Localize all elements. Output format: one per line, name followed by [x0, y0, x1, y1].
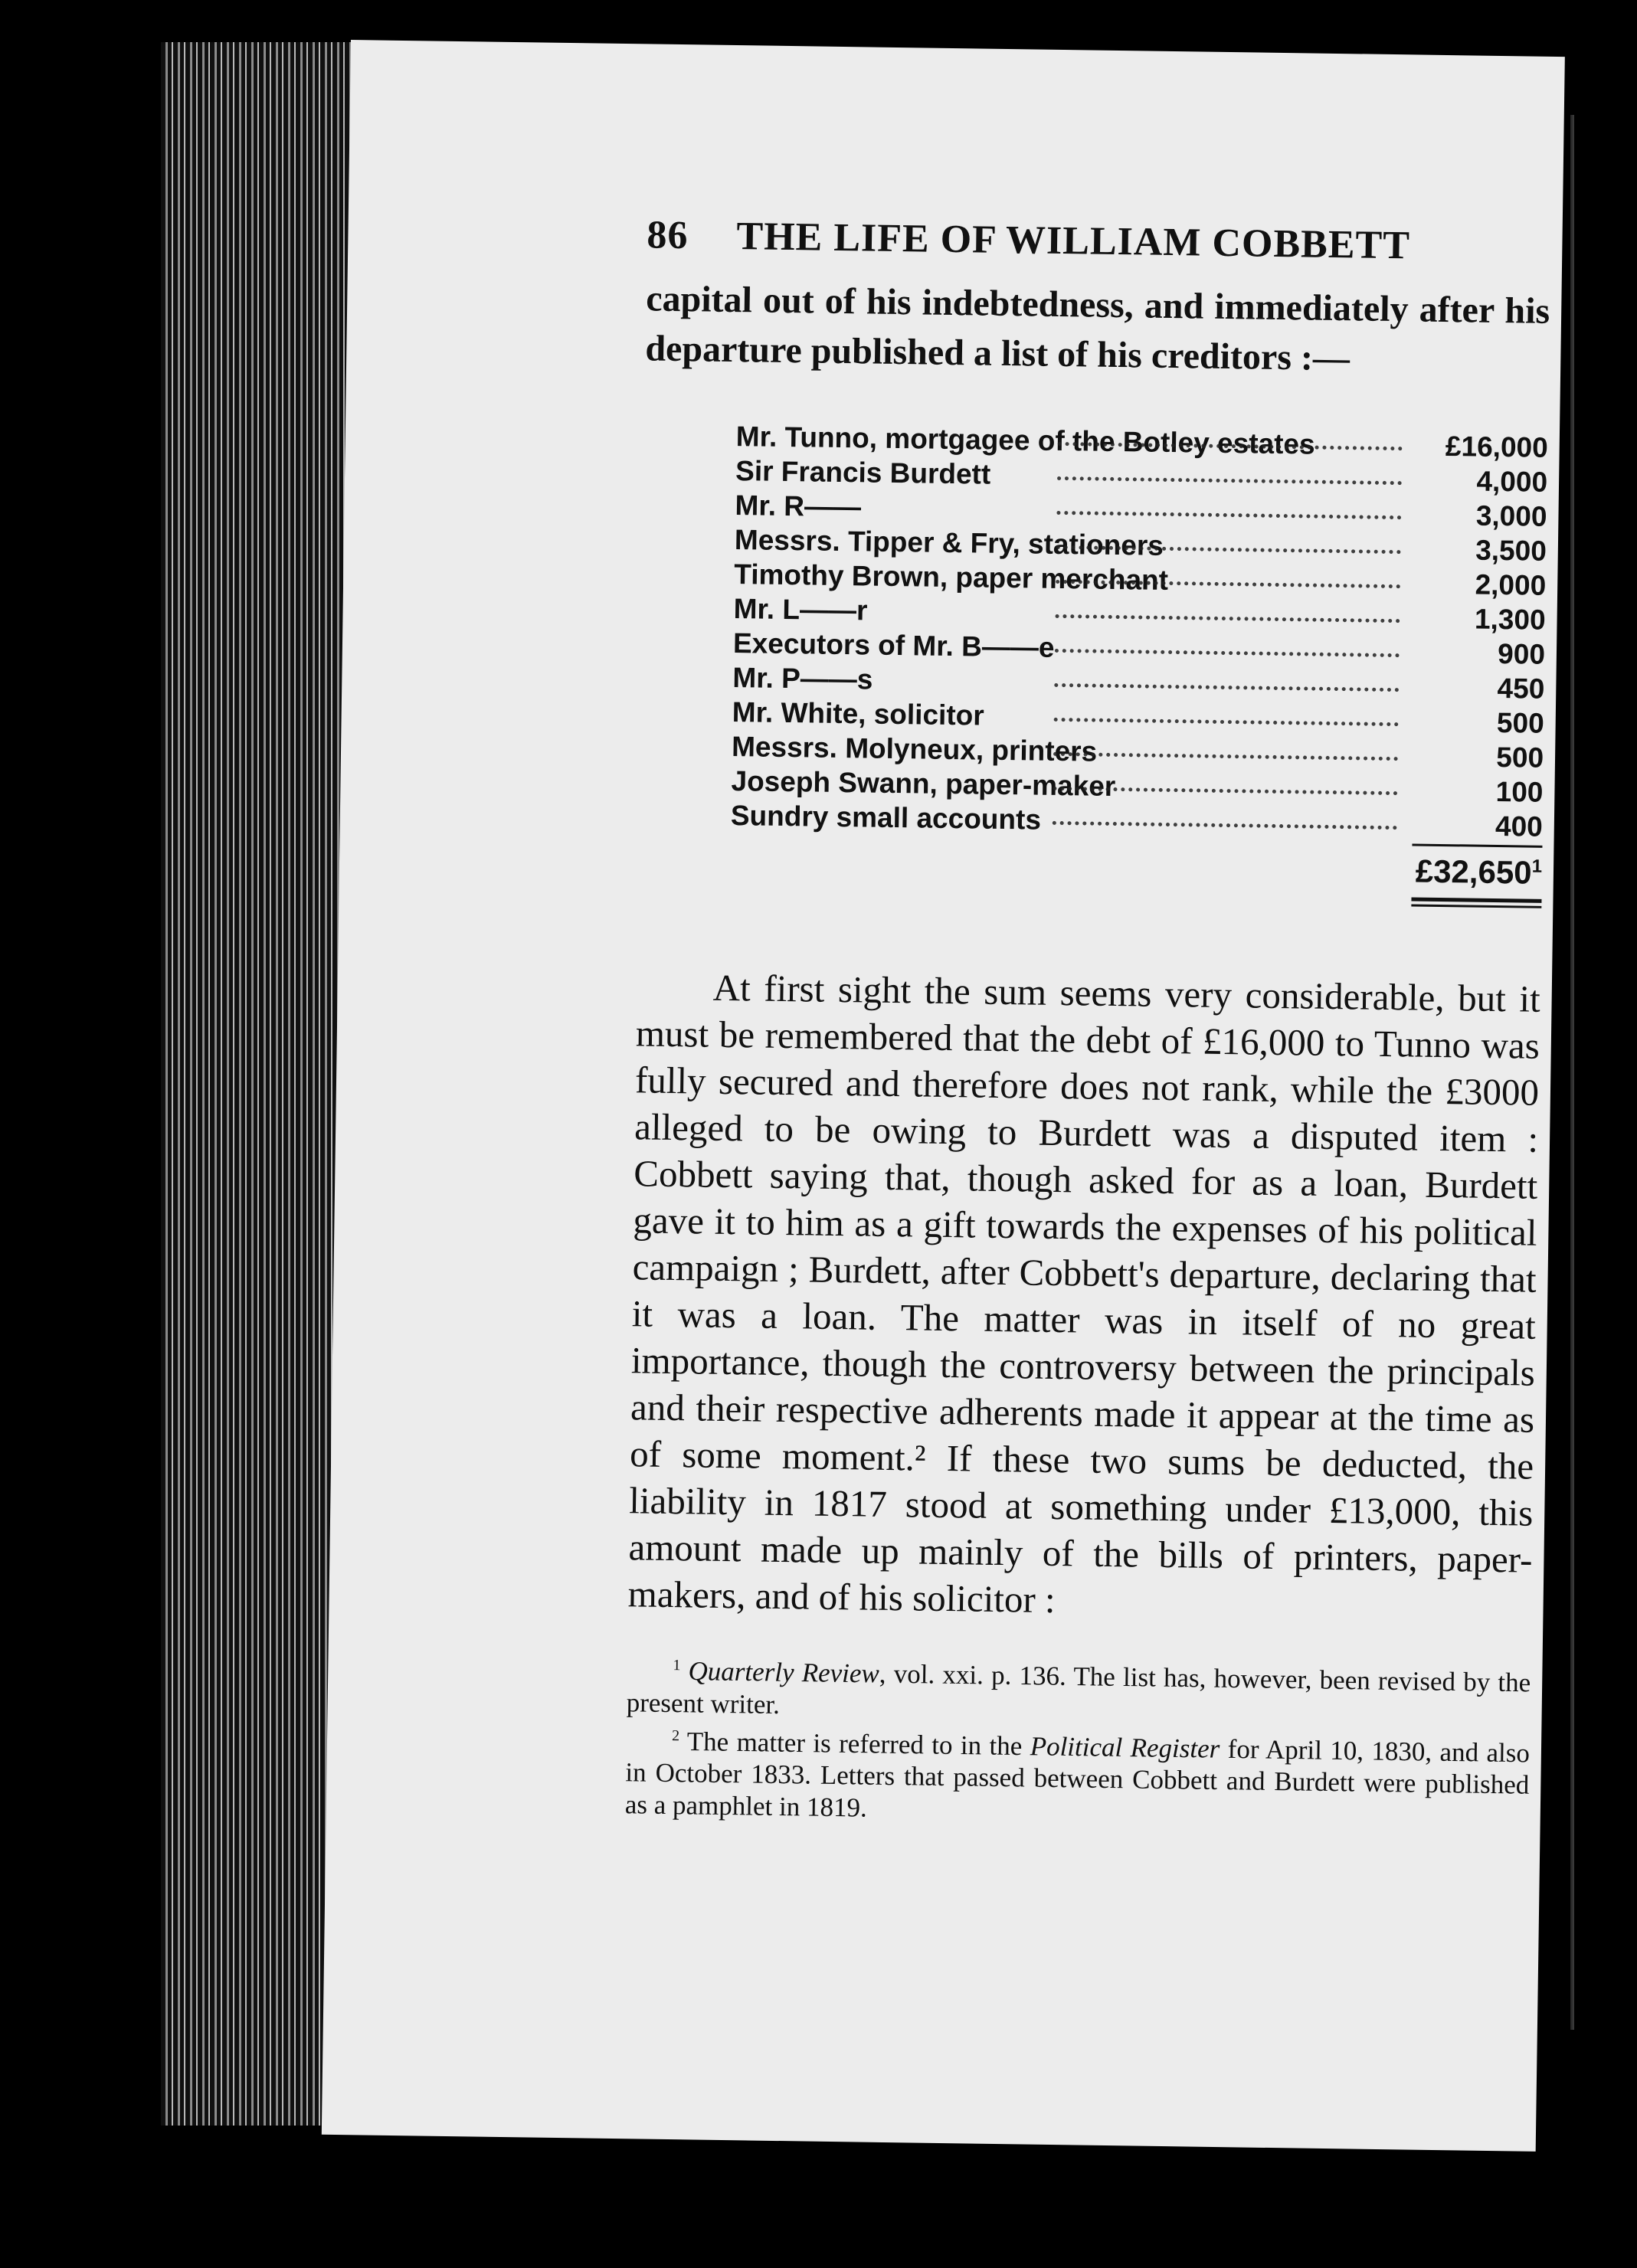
creditor-name: Mr. Tunno, mortgagee of the Botley estates — [735, 421, 1315, 460]
creditor-amount: £16,000 — [1445, 430, 1549, 463]
footnote-marker: 1 — [1531, 856, 1543, 877]
creditor-amount: 100 — [1495, 775, 1544, 808]
creditor-name: Executors of Mr. B——e — [732, 627, 1055, 663]
footnote-1: $^1$ Quarterly Review, vol. xxi. p. 136. The list has, however, been revised by the present writer. — [626, 1656, 1531, 1720]
book-page — [322, 40, 1565, 2152]
leader-dots — [1057, 476, 1402, 485]
leader-dots — [1053, 821, 1397, 830]
leader-dots — [1053, 752, 1398, 761]
footnote-source: Quarterly Review — [688, 1656, 880, 1689]
creditor-amount: 3,000 — [1475, 499, 1547, 532]
intro-paragraph: capital out of his indebtedness, and immediately after his departure published a list of his creditors :— — [645, 278, 1550, 379]
creditor-amount: 2,000 — [1475, 568, 1547, 601]
total-double-rule — [1411, 897, 1541, 908]
leader-dots — [1056, 511, 1401, 519]
creditor-amount: 3,500 — [1475, 534, 1547, 567]
leader-dots — [1054, 683, 1399, 692]
creditor-name: Mr. R—— — [735, 489, 862, 523]
creditor-name: Messrs. Molyneux, printers — [731, 731, 1098, 767]
creditors-table — [730, 421, 1548, 899]
creditor-amount: 1,300 — [1474, 603, 1546, 636]
creditor-name: Mr. L——r — [733, 593, 868, 627]
leader-dots — [1056, 614, 1400, 623]
creditor-amount: 400 — [1495, 810, 1544, 843]
total-amount: £32,650$^1$ — [1415, 853, 1543, 891]
book-page-edges — [161, 42, 352, 2126]
footnote-source: Political Register — [1030, 1730, 1220, 1764]
creditor-name: Sundry small accounts — [730, 800, 1042, 836]
footnote-2: $^2$ The matter is referred to in the Political Register for April 10, 1830, and also in October 1833. Letters that passed between Cobbett and Burdett were published as a pamphlet in 1819. — [624, 1726, 1531, 1823]
footnotes — [625, 1648, 1531, 1834]
leader-dots — [1054, 718, 1399, 726]
creditor-name: Joseph Swann, paper-maker — [731, 765, 1116, 803]
creditor-amount: 4,000 — [1476, 465, 1548, 498]
running-header — [647, 212, 1490, 269]
page-number: 86 — [647, 213, 689, 258]
creditor-name: Mr. White, solicitor — [732, 696, 984, 731]
total-row — [730, 834, 1543, 899]
creditor-name: Messrs. Tipper & Fry, stationers — [734, 524, 1164, 561]
leader-dots — [1055, 649, 1400, 657]
book-title: THE LIFE OF WILLIAM COBBETT — [736, 214, 1411, 268]
creditor-amount: 900 — [1497, 637, 1546, 670]
creditor-amount: 450 — [1497, 672, 1545, 705]
creditor-amount: 500 — [1496, 741, 1544, 774]
creditor-name: Timothy Brown, paper merchant — [734, 558, 1169, 596]
creditor-name: Sir Francis Burdett — [735, 455, 991, 490]
creditor-amount: 500 — [1496, 706, 1544, 739]
right-border — [1574, 0, 1637, 2268]
body-paragraph: At first sight the sum seems very considerable, but it must be remembered that the debt of £16,000 to Tunno was fully secured and therefore does not rank, while the £3000 alleged to be owing to Burdett was a disputed item : Cobbett saying that, though asked for as a loan, Burdett gave it to him as a gift towards the expenses of his political campaign ; Burdett, after Cobbett's departure, declaring that it was a loan. The matter was in itself of no great importance, though the controversy between the principals and their respective adherents made it appear at the time as of some moment.² If these two sums be deducted, the liability in 1817 stood at something under £13,000, this amount made up mainly of the bills of printers, paper-makers, and of his solicitor : — [627, 966, 1541, 1622]
creditor-name: Mr. P——s — [732, 662, 873, 695]
